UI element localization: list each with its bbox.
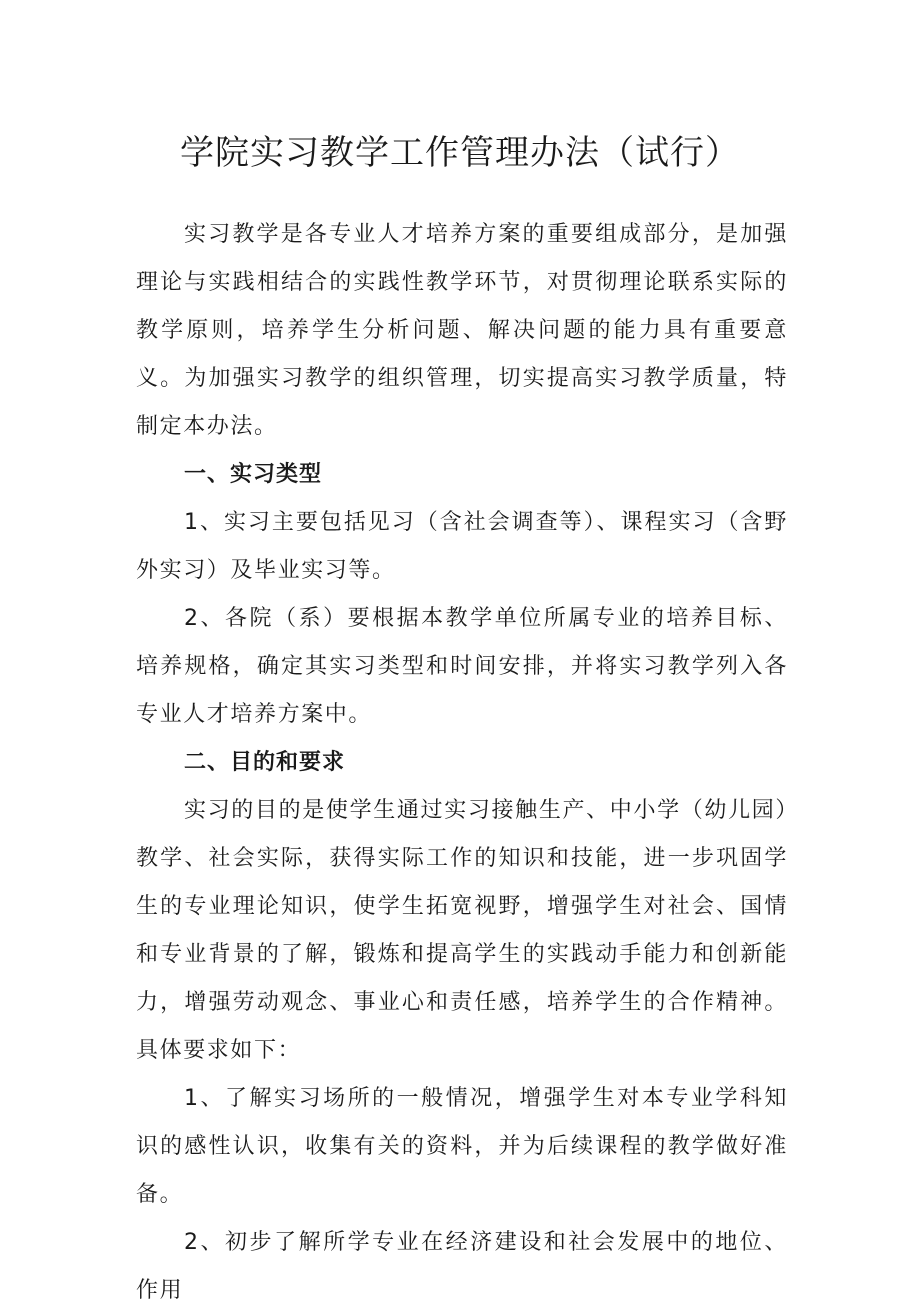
section-heading-goals: 二、目的和要求 [184, 750, 346, 775]
section2-item-1: 1、了解实习场所的一般情况，增强学生对本专业学科知识的感性认识，收集有关的资料，并为后续课程的教学做好准备。 [136, 1086, 788, 1207]
intro-paragraph: 实习教学是各专业人才培养方案的重要组成部分，是加强理论与实践相结合的实践性教学环节，对贯彻理论联系实际的教学原则，培养学生分析问题、解决问题的能力具有重要意义。为加强实习教学的组织管理，切实提高实习教学质量，特制定本办法。 [136, 222, 788, 439]
document-body [136, 211, 788, 1315]
document-title: 学院实习教学工作管理办法（试行） [180, 133, 740, 173]
section1-item-1: 1、实习主要包括见习（含社会调查等）、课程实习（含野外实习）及毕业实习等。 [136, 510, 788, 583]
section1-item-2: 2、各院（系）要根据本教学单位所属专业的培养目标、培养规格，确定其实习类型和时间安排，并将实习教学列入各专业人才培养方案中。 [136, 606, 788, 727]
section2-item-2: 2、初步了解所学专业在经济建设和社会发展中的地位、作用 [136, 1230, 788, 1303]
section-heading-types: 一、实习类型 [184, 462, 323, 487]
section2-intro-paragraph: 实习的目的是使学生通过实习接触生产、中小学（幼儿园）教学、社会实际，获得实际工作的知识和技能，进一步巩固学生的专业理论知识，使学生拓宽视野，增强学生对社会、国情和专业背景的了解，锻炼和提高学生的实践动手能力和创新能力，增强劳动观念、事业心和责任感，培养学生的合作精神。具体要求如下： [136, 798, 788, 1063]
